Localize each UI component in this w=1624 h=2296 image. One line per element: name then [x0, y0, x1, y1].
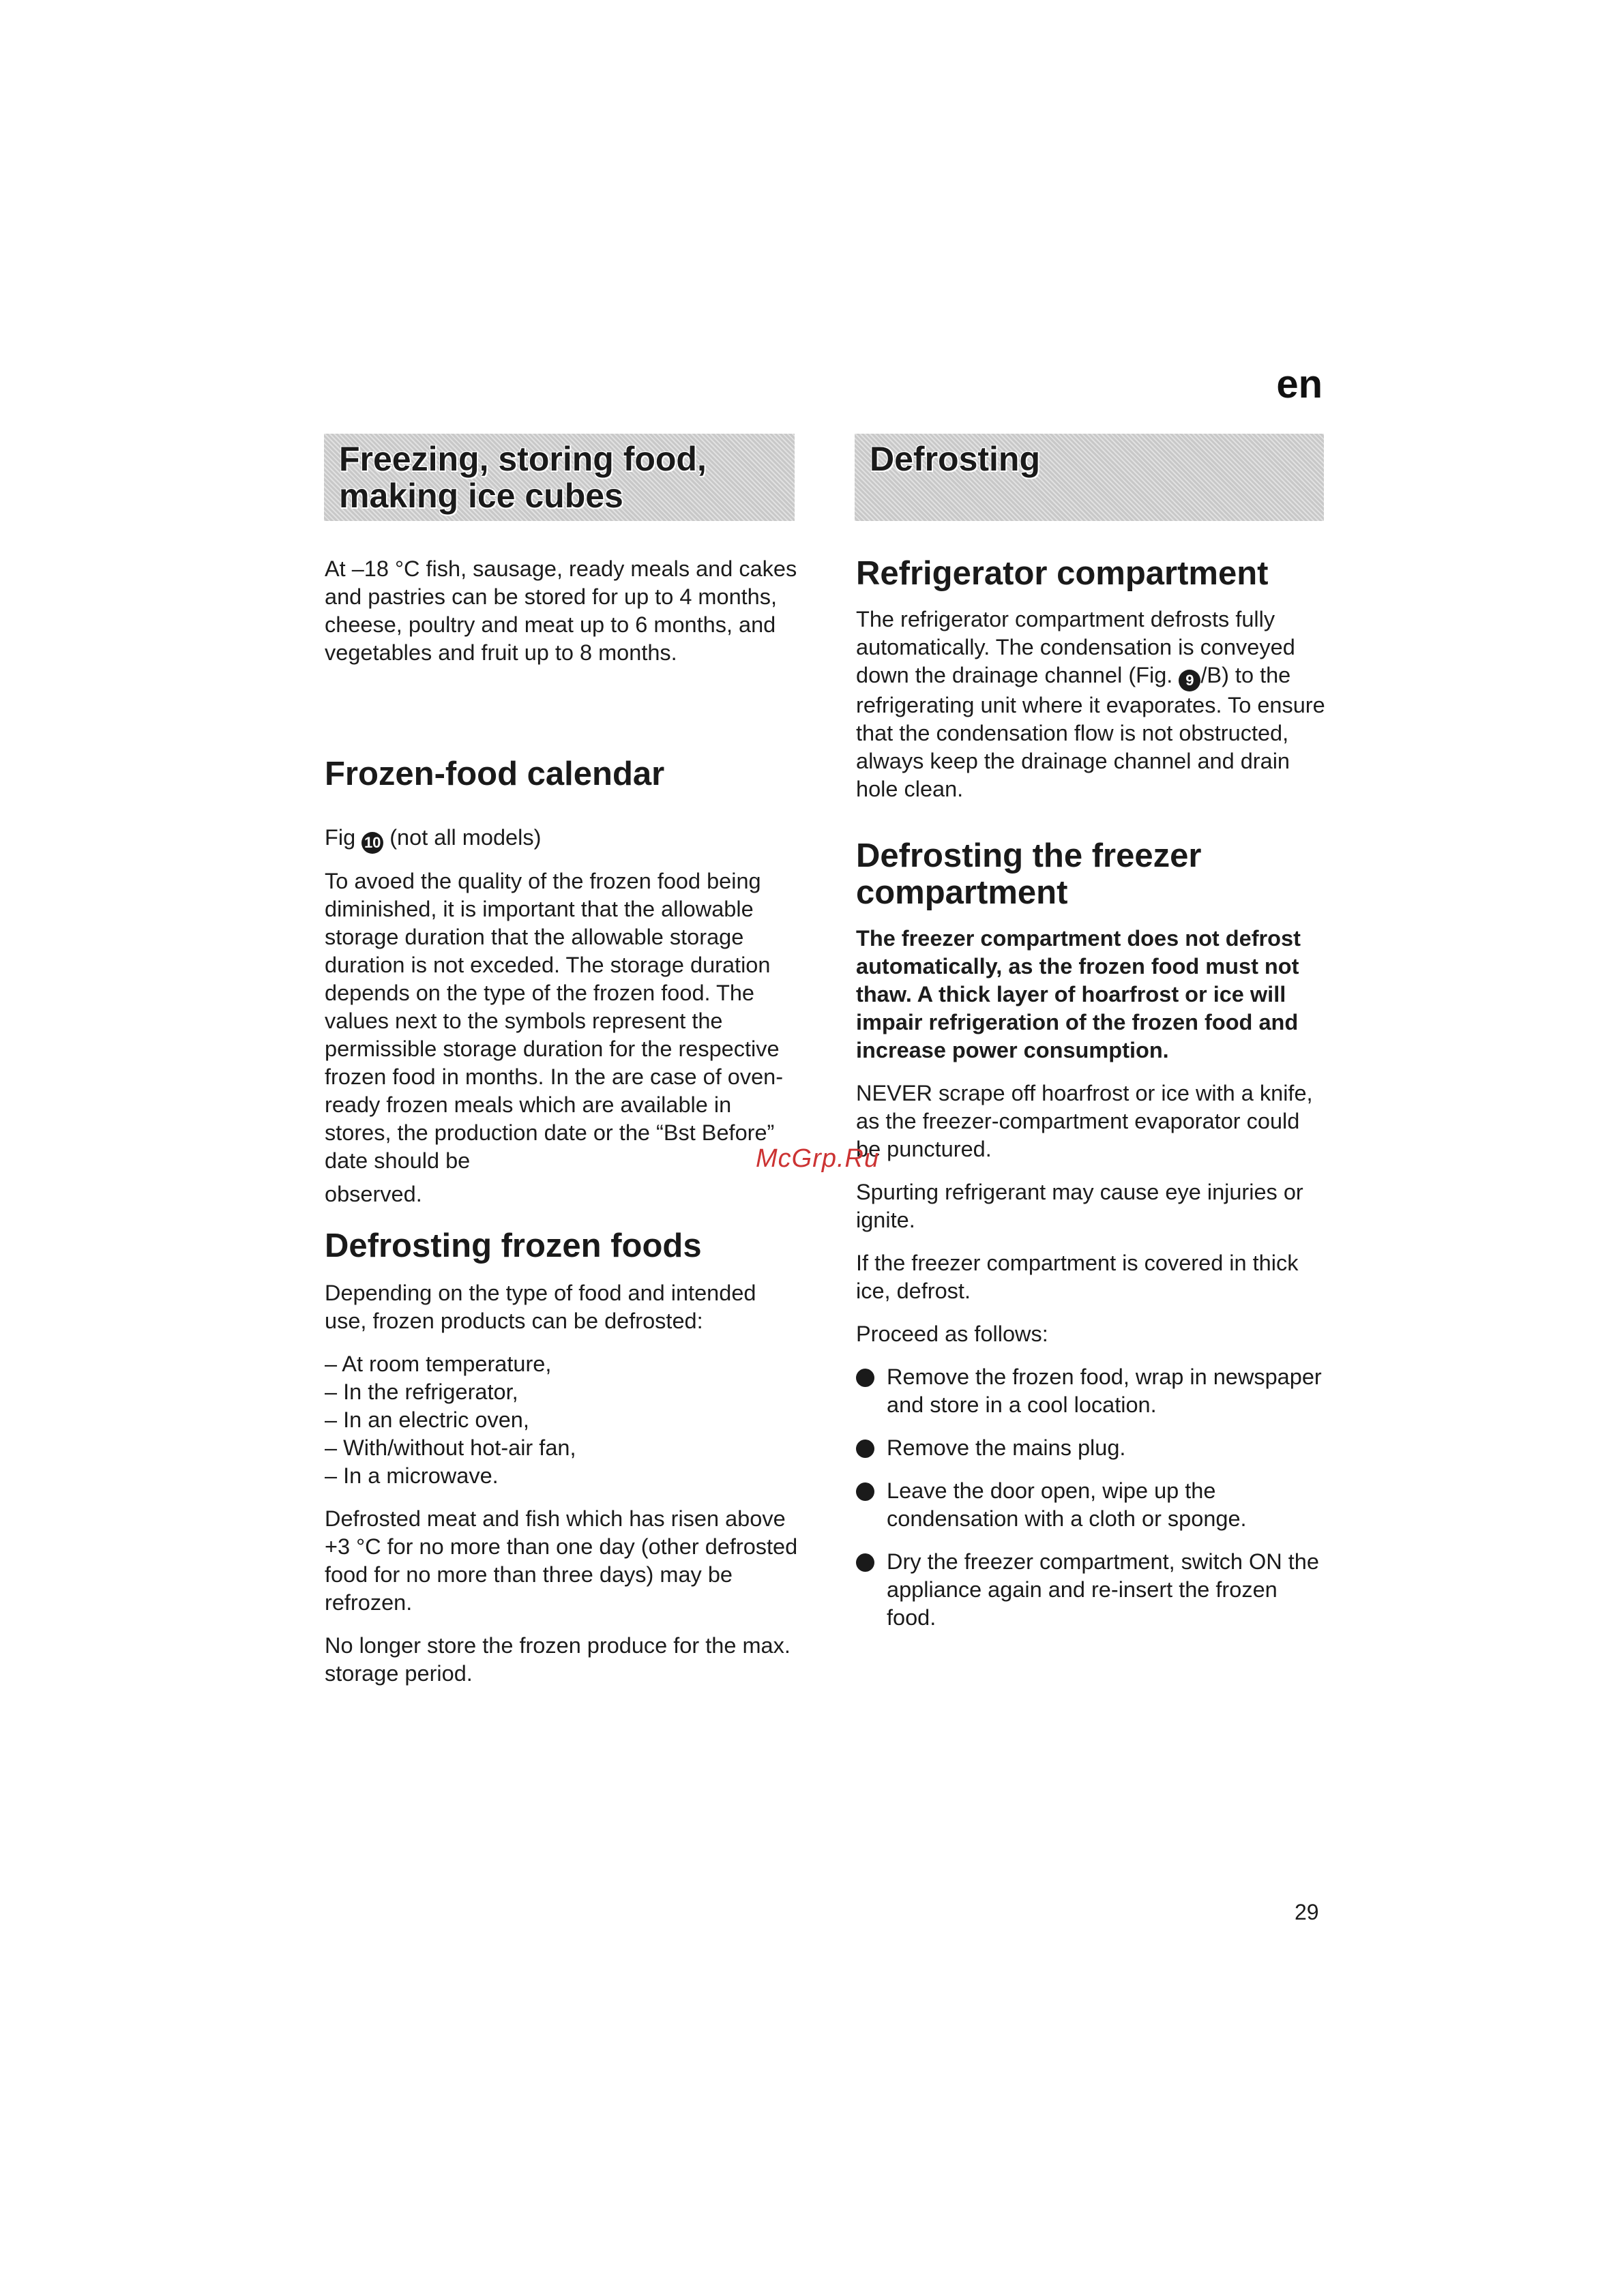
- section-banner-freezing: [324, 434, 795, 521]
- defrost-intro-text: Depending on the type of food and intended use, frozen products can be defrosted:: [325, 1281, 756, 1333]
- list-item: – With/without hot-air fan,: [325, 1435, 576, 1460]
- figure-number-badge: 9: [1179, 670, 1200, 691]
- storage-period-text: No longer store the frozen produce for the max. storage period.: [325, 1633, 791, 1686]
- fig-note: (not all models): [389, 825, 542, 850]
- fridge-text-part-a: The refrigerator compartment defrosts fully automatically. The condensation is conveyed down the drainage channel (Fig.: [856, 607, 1295, 687]
- bullet-icon: [856, 1553, 874, 1572]
- defrost-steps-list: [856, 1363, 1327, 1632]
- fridge-text-part-b: /B) to the refrigerating unit where it evaporates. To ensure that the condensation flow is not obstructed, always keep the drainage channel and drain hole clean.: [856, 663, 1325, 801]
- defrost-foods-heading: Defrosting frozen foods: [325, 1227, 702, 1264]
- list-item: Remove the mains plug.: [856, 1434, 1327, 1462]
- freezer-section: [856, 837, 1327, 1632]
- list-item: Dry the freezer compartment, switch ON the appliance again and re-insert the frozen food.: [856, 1548, 1327, 1632]
- defrost-methods-list: [325, 1350, 802, 1490]
- watermark: McGrp.Ru: [756, 1144, 880, 1173]
- calendar-tail: [325, 1180, 802, 1208]
- list-item: Leave the door open, wipe up the condensation with a cloth or sponge.: [856, 1477, 1327, 1533]
- proceed-text: Proceed as follows:: [856, 1322, 1048, 1346]
- list-item: – In the refrigerator,: [325, 1380, 518, 1404]
- fridge-section: [856, 555, 1327, 803]
- list-item: – At room temperature,: [325, 1352, 552, 1376]
- language-tag: en: [1276, 362, 1323, 406]
- calendar-heading: Frozen-food calendar: [325, 756, 665, 792]
- refreeze-text: Defrosted meat and fish which has risen above +3 °C for no more than one day (other defrosted food for no more than three days) may be refrozen.: [325, 1506, 798, 1615]
- calendar-text: To avoed the quality of the frozen food being diminished, it is important that the allowable storage duration that the allowable storage duration is not exceded. The storage duration depends on the type of the frozen food. The values next to the symbols represent the permissible storage duration for the respective frozen food in months. In the are case of oven-ready frozen meals which are available in stores, the production date or the “Bst Before” date should be: [325, 869, 784, 1173]
- fridge-text: [856, 606, 1327, 803]
- storage-intro: [325, 555, 802, 667]
- section-banner-defrosting: [855, 434, 1324, 521]
- fig-reference: [325, 824, 802, 854]
- calendar-body: [325, 867, 795, 1175]
- freezer-warning-text: The freezer compartment does not defrost automatically, as the frozen food must not thaw. A thick layer of hoarfrost or ice will impair refrigeration of the frozen food and increase power consumption.: [856, 926, 1301, 1062]
- banner-title-defrosting: Defrosting: [870, 440, 1040, 478]
- calendar-fig-ref: [325, 824, 802, 854]
- bullet-icon: [856, 1440, 874, 1458]
- never-scrape-text: NEVER scrape off hoarfrost or ice with a knife, as the freezer-compartment evaporator could be punctured.: [856, 1081, 1313, 1161]
- list-item: Remove the frozen food, wrap in newspaper and store in a cool location.: [856, 1363, 1327, 1419]
- page-number: 29: [1295, 1900, 1319, 1924]
- defrost-foods-body: [325, 1279, 802, 1688]
- bullet-icon: [856, 1369, 874, 1387]
- calendar-section: [325, 756, 802, 792]
- calendar-tail-text: observed.: [325, 1182, 422, 1206]
- list-item: – In a microwave.: [325, 1463, 499, 1488]
- spurting-text: Spurting refrigerant may cause eye injuries or ignite.: [856, 1180, 1303, 1232]
- fridge-heading: Refrigerator compartment: [856, 555, 1269, 592]
- list-item: – In an electric oven,: [325, 1407, 529, 1432]
- bullet-icon: [856, 1482, 874, 1501]
- thick-ice-text: If the freezer compartment is covered in thick ice, defrost.: [856, 1251, 1299, 1303]
- defrost-foods-section: [325, 1227, 802, 1264]
- freezer-heading: Defrosting the freezer compartment: [856, 837, 1202, 911]
- fig-label: Fig: [325, 825, 356, 850]
- figure-number-badge: 10: [361, 832, 383, 854]
- storage-intro-text: At –18 °C fish, sausage, ready meals and cakes and pastries can be stored for up to 4 months, cheese, poultry and meat up to 6 months, and vegetables and fruit up to 8 months.: [325, 556, 797, 665]
- banner-title-freezing: Freezing, storing food, making ice cubes: [339, 440, 707, 515]
